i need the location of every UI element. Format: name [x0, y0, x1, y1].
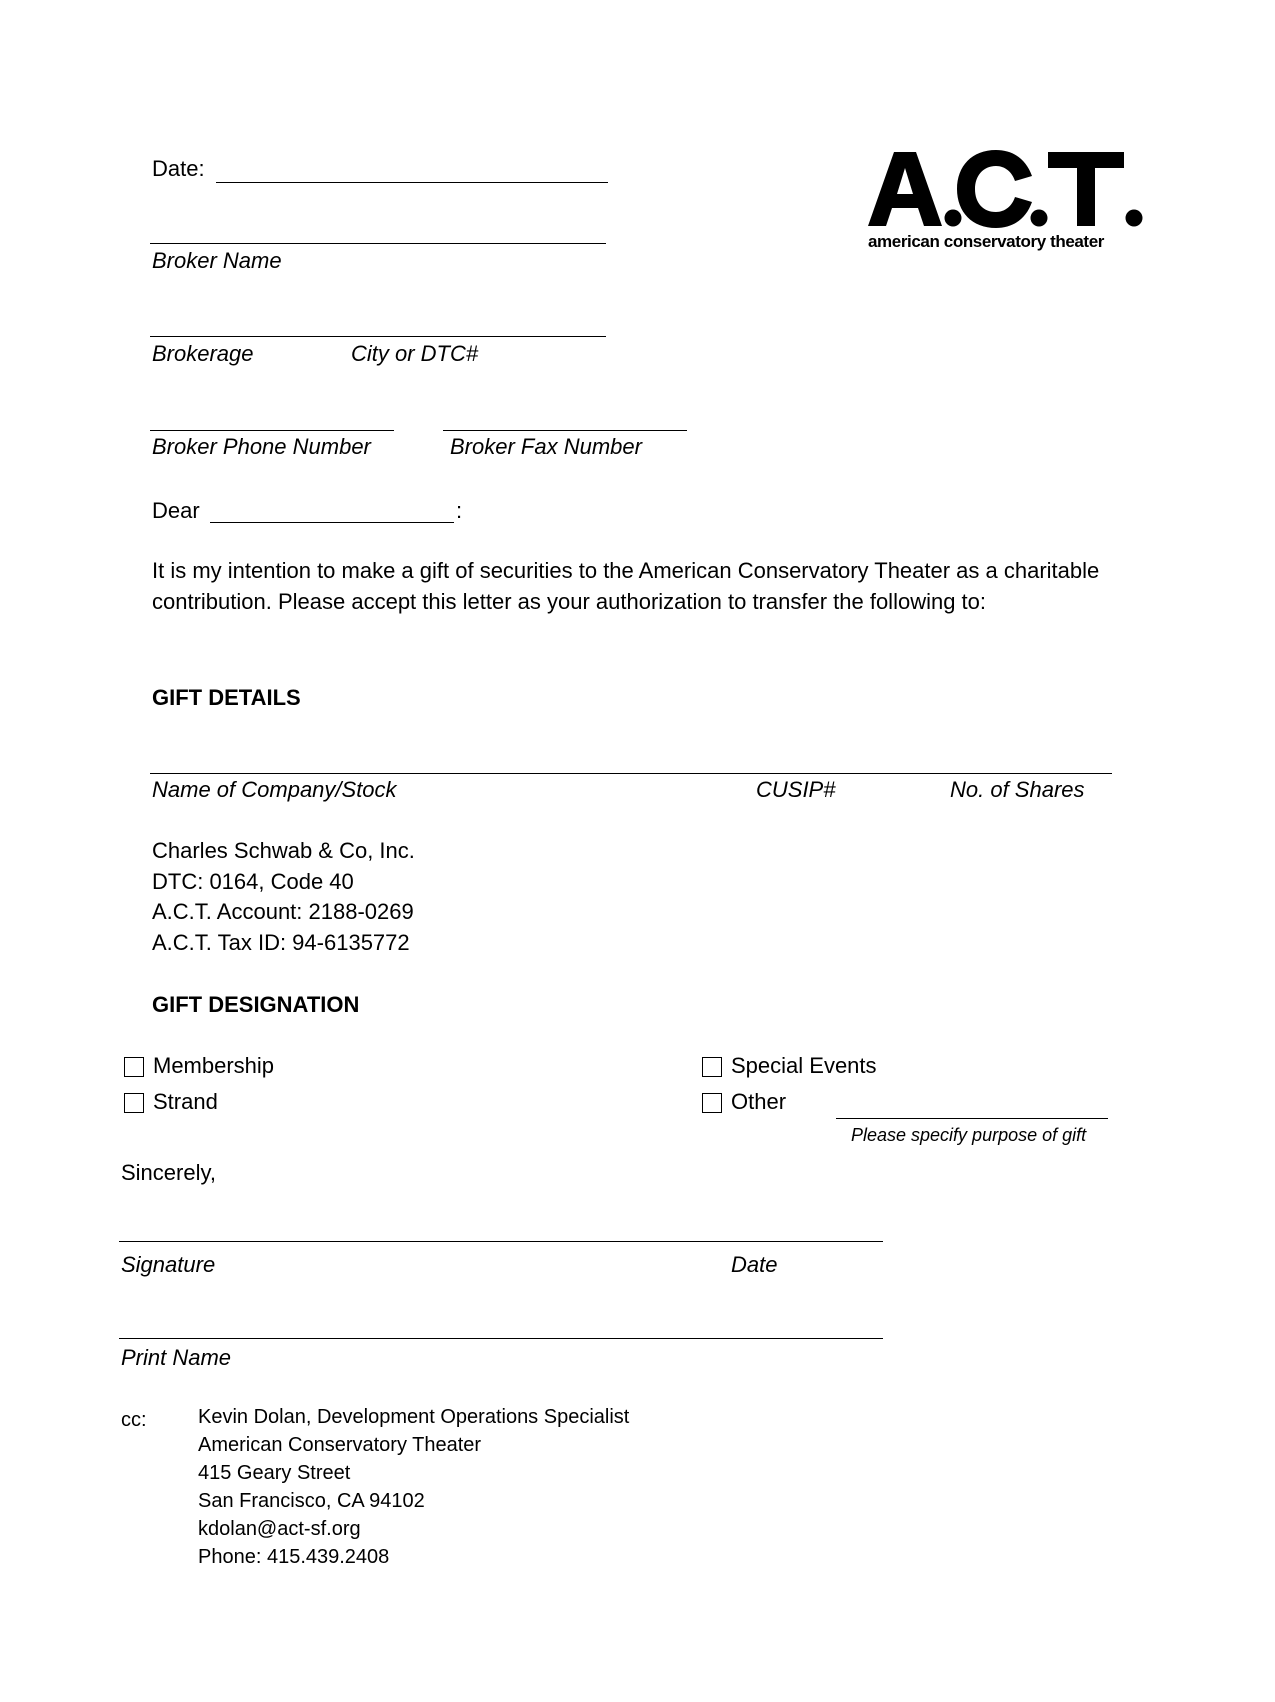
- transfer-info-line: Charles Schwab & Co, Inc.: [152, 838, 415, 863]
- other-label: Other: [731, 1089, 787, 1114]
- membership-label: Membership: [153, 1053, 275, 1078]
- logo-letter-a: [868, 152, 942, 226]
- signature-line: [119, 1241, 883, 1242]
- signature-label: Signature: [121, 1252, 216, 1277]
- city-dtc-label: City or DTC#: [351, 341, 479, 366]
- broker-name-line: [150, 243, 606, 244]
- signature-date-label: Date: [731, 1252, 778, 1277]
- date-line: [216, 182, 608, 183]
- salutation-colon: :: [456, 498, 463, 523]
- broker-phone-label: Broker Phone Number: [152, 434, 371, 459]
- cc-label: cc:: [121, 1409, 147, 1431]
- logo-letter-c: [957, 150, 1032, 228]
- special-events-label: Special Events: [731, 1053, 877, 1078]
- gift-details-line: [150, 773, 1112, 774]
- cc-line: Kevin Dolan, Development Operations Specialist: [198, 1406, 630, 1428]
- gift-designation-heading: GIFT DESIGNATION: [152, 992, 360, 1017]
- other-purpose-hint: Please specify purpose of gift: [851, 1125, 1087, 1145]
- print-name-line: [119, 1338, 883, 1339]
- broker-fax-line: [443, 430, 687, 431]
- sincerely: Sincerely,: [121, 1160, 216, 1185]
- letter-body: It is my intention to make a gift of securities to the American Conservatory Theater as a charitable contribution. Please accept this letter as your authorization to transfer the following to:: [152, 558, 1100, 614]
- broker-phone-line: [150, 430, 394, 431]
- gift-details-heading: GIFT DETAILS: [152, 685, 301, 710]
- strand-checkbox[interactable]: [124, 1093, 144, 1113]
- logo-dot-1: [945, 210, 962, 227]
- cc-email[interactable]: kdolan@act-sf.org: [198, 1518, 361, 1540]
- broker-name-label: Broker Name: [152, 248, 282, 273]
- other-purpose-line: [836, 1118, 1108, 1119]
- logo-dot-2: [1031, 210, 1048, 227]
- brokerage-label: Brokerage: [152, 341, 254, 366]
- transfer-info-line: A.C.T. Tax ID: 94-6135772: [152, 929, 410, 955]
- brokerage-line: [150, 336, 606, 337]
- membership-checkbox[interactable]: [124, 1057, 144, 1077]
- other-checkbox[interactable]: [702, 1093, 722, 1113]
- cc-line: Phone: 415.439.2408: [198, 1546, 390, 1568]
- logo-tagline: american conservatory theater: [868, 232, 1104, 251]
- shares-label: No. of Shares: [950, 777, 1085, 802]
- cc-contact: [198, 1403, 629, 1571]
- salutation-line: [210, 522, 454, 523]
- cc-line: San Francisco, CA 94102: [198, 1490, 425, 1512]
- cc-line: 415 Geary Street: [198, 1462, 351, 1484]
- broker-fax-label: Broker Fax Number: [450, 434, 642, 459]
- logo-letter-t: [1048, 152, 1124, 226]
- cusip-label: CUSIP#: [756, 777, 836, 802]
- strand-label: Strand: [153, 1089, 218, 1114]
- special-events-checkbox[interactable]: [702, 1057, 722, 1077]
- print-name-label: Print Name: [121, 1345, 232, 1370]
- cc-line: American Conservatory Theater: [198, 1434, 482, 1456]
- company-stock-label: Name of Company/Stock: [152, 777, 397, 802]
- transfer-info: [152, 836, 415, 958]
- salutation: Dear: [152, 498, 200, 523]
- transfer-info-line: A.C.T. Account: 2188-0269: [152, 899, 414, 924]
- date-label: Date:: [152, 156, 205, 181]
- transfer-info-line: DTC: 0164, Code 40: [152, 868, 354, 894]
- logo-dot-3: [1126, 210, 1143, 227]
